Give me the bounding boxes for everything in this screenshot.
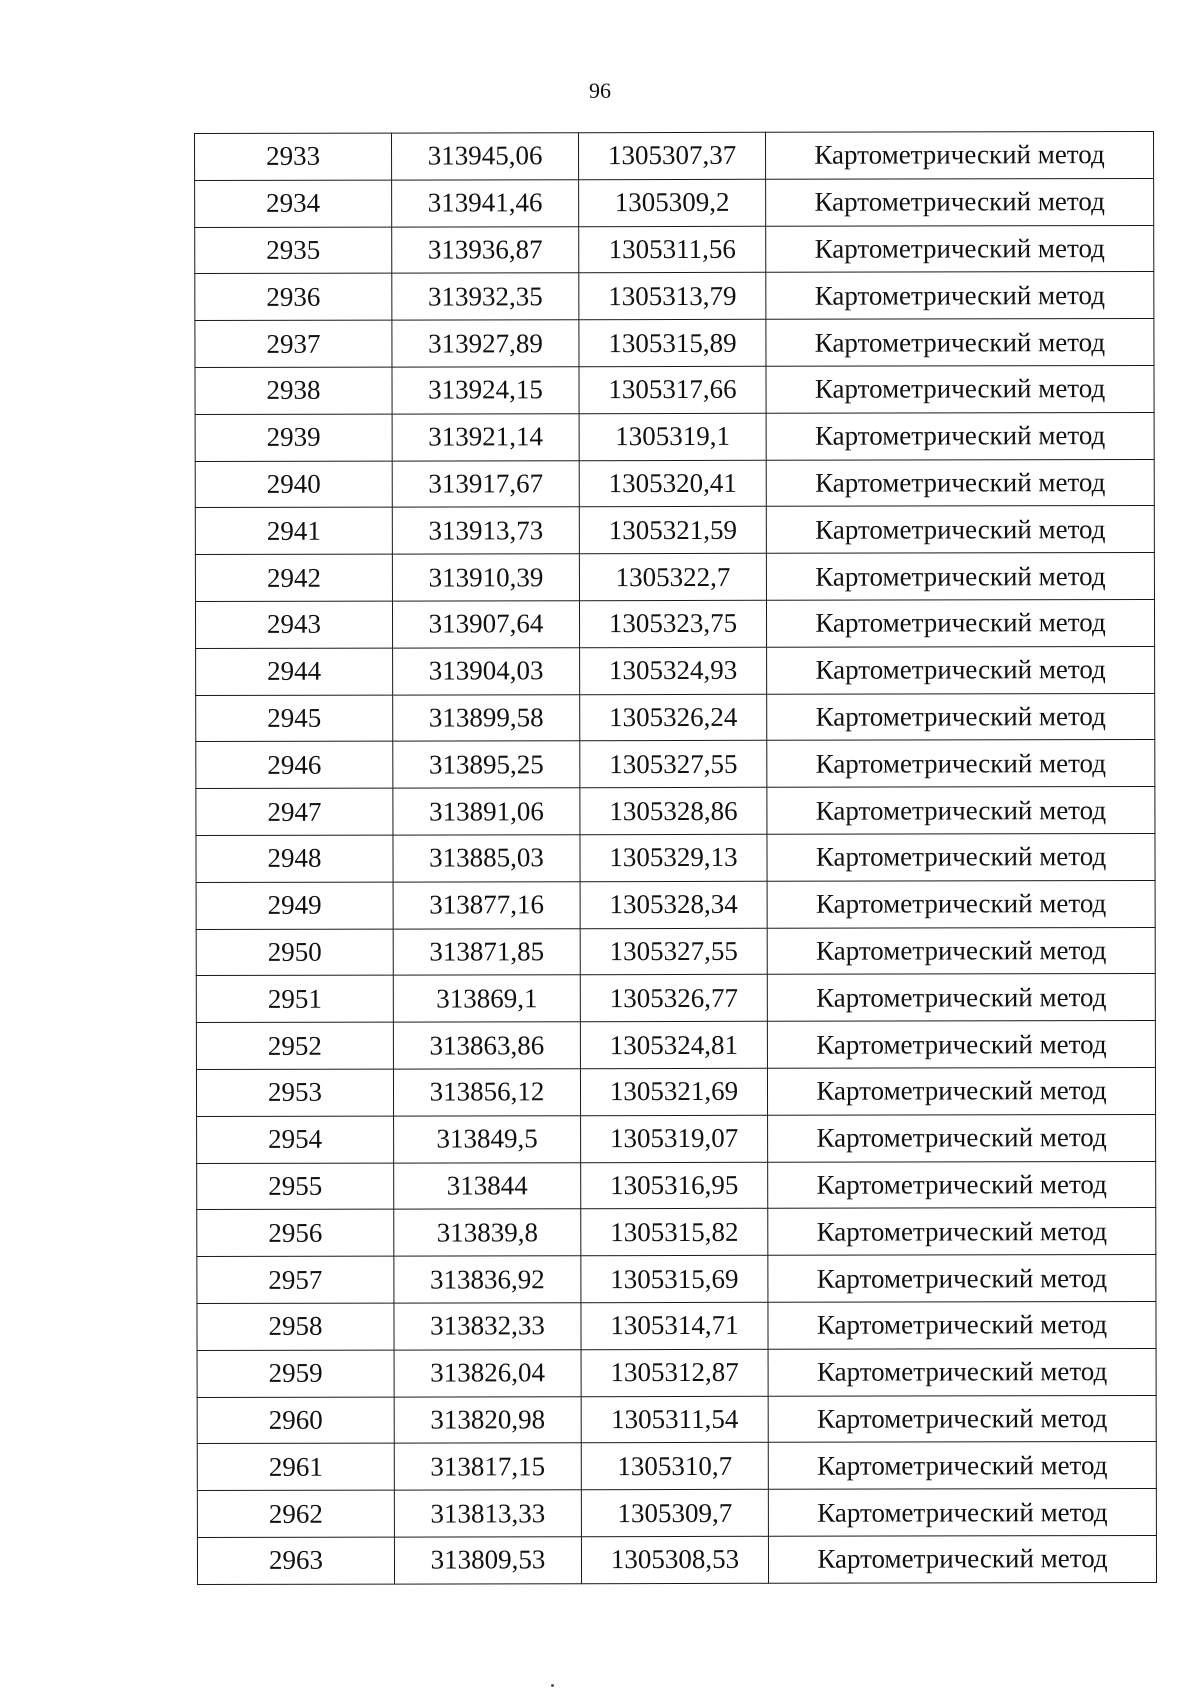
y-coordinate-cell: 1305311,56 <box>579 226 766 273</box>
table-row <box>197 1395 1156 1444</box>
method-cell: Картометрический метод <box>766 459 1154 507</box>
method-cell: Картометрический метод <box>766 178 1154 226</box>
point-number-cell: 2946 <box>196 741 393 788</box>
point-number-cell: 2959 <box>197 1350 394 1397</box>
scan-speck <box>551 1684 554 1687</box>
x-coordinate-cell: 313820,98 <box>394 1396 581 1443</box>
method-cell: Картометрический метод <box>768 1489 1156 1537</box>
point-number-cell: 2937 <box>195 320 392 367</box>
table-row <box>197 1489 1156 1538</box>
x-coordinate-cell: 313910,39 <box>392 554 579 601</box>
x-coordinate-cell: 313863,86 <box>393 1022 580 1069</box>
method-cell: Картометрический метод <box>767 1021 1155 1069</box>
x-coordinate-cell: 313927,89 <box>392 320 579 367</box>
x-coordinate-cell: 313817,15 <box>394 1443 581 1490</box>
point-number-cell: 2962 <box>197 1490 394 1537</box>
method-cell: Картометрический метод <box>767 833 1155 881</box>
method-cell: Картометрический метод <box>767 787 1155 835</box>
y-coordinate-cell: 1305320,41 <box>579 460 766 507</box>
table-row <box>195 365 1154 414</box>
y-coordinate-cell: 1305327,55 <box>580 741 767 788</box>
point-number-cell: 2954 <box>197 1116 394 1163</box>
point-number-cell: 2939 <box>195 414 392 461</box>
y-coordinate-cell: 1305312,87 <box>581 1349 768 1396</box>
page-number: 96 <box>589 78 611 103</box>
point-number-cell: 2955 <box>197 1163 394 1210</box>
point-number-cell: 2935 <box>195 227 392 274</box>
method-cell: Картометрический метод <box>766 412 1154 460</box>
y-coordinate-cell: 1305315,69 <box>581 1255 768 1302</box>
x-coordinate-cell: 313856,12 <box>393 1069 580 1116</box>
method-cell: Картометрический метод <box>768 1348 1156 1396</box>
y-coordinate-cell: 1305329,13 <box>580 834 767 881</box>
x-coordinate-cell: 313871,85 <box>393 928 580 975</box>
table-row <box>197 1161 1156 1210</box>
method-cell: Картометрический метод <box>767 927 1155 975</box>
point-number-cell: 2947 <box>196 788 393 835</box>
y-coordinate-cell: 1305308,53 <box>581 1536 768 1583</box>
y-coordinate-cell: 1305328,34 <box>580 881 767 928</box>
point-number-cell: 2945 <box>196 695 393 742</box>
method-cell: Картометрический метод <box>767 646 1155 694</box>
y-coordinate-cell: 1305315,82 <box>581 1209 768 1256</box>
x-coordinate-cell: 313945,06 <box>392 133 579 180</box>
table-row <box>196 646 1155 695</box>
x-coordinate-cell: 313832,33 <box>394 1303 581 1350</box>
point-number-cell: 2949 <box>196 882 393 929</box>
method-cell: Картометрический метод <box>767 880 1155 928</box>
table-row <box>195 178 1154 227</box>
y-coordinate-cell: 1305310,7 <box>581 1443 768 1490</box>
method-cell: Картометрический метод <box>766 225 1154 273</box>
point-number-cell: 2936 <box>195 273 392 320</box>
y-coordinate-cell: 1305322,7 <box>579 553 766 600</box>
x-coordinate-cell: 313849,5 <box>394 1115 581 1162</box>
table-row <box>195 459 1154 508</box>
method-cell: Картометрический метод <box>768 1114 1156 1162</box>
y-coordinate-cell: 1305316,95 <box>581 1162 768 1209</box>
table-row <box>195 131 1154 180</box>
table-row <box>197 1535 1156 1584</box>
y-coordinate-cell: 1305326,77 <box>580 975 767 1022</box>
x-coordinate-cell: 313877,16 <box>393 881 580 928</box>
method-cell: Картометрический метод <box>766 599 1154 647</box>
y-coordinate-cell: 1305319,07 <box>581 1115 768 1162</box>
table-row <box>197 1255 1156 1304</box>
x-coordinate-cell: 313913,73 <box>392 507 579 554</box>
method-cell: Картометрический метод <box>768 1535 1156 1583</box>
x-coordinate-cell: 313891,06 <box>393 788 580 835</box>
point-number-cell: 2950 <box>196 929 393 976</box>
x-coordinate-cell: 313813,33 <box>394 1490 581 1537</box>
point-number-cell: 2934 <box>195 180 392 227</box>
table-row <box>196 787 1155 836</box>
method-cell: Картометрический метод <box>768 1442 1156 1490</box>
method-cell: Картометрический метод <box>768 1208 1156 1256</box>
y-coordinate-cell: 1305328,86 <box>580 787 767 834</box>
point-number-cell: 2958 <box>197 1303 394 1350</box>
x-coordinate-cell: 313869,1 <box>393 975 580 1022</box>
method-cell: Картометрический метод <box>765 131 1153 179</box>
method-cell: Картометрический метод <box>768 1161 1156 1209</box>
x-coordinate-cell: 313836,92 <box>394 1256 581 1303</box>
table-row <box>196 1067 1155 1116</box>
method-cell: Картометрический метод <box>766 506 1154 554</box>
method-cell: Картометрический метод <box>766 553 1154 601</box>
y-coordinate-cell: 1305314,71 <box>581 1302 768 1349</box>
table-row <box>196 740 1155 789</box>
coordinates-table <box>194 131 1157 1585</box>
point-number-cell: 2940 <box>195 461 392 508</box>
table-row <box>195 319 1154 368</box>
point-number-cell: 2957 <box>197 1256 394 1303</box>
table-row <box>196 833 1155 882</box>
point-number-cell: 2942 <box>195 554 392 601</box>
y-coordinate-cell: 1305321,69 <box>580 1068 767 1115</box>
point-number-cell: 2948 <box>196 835 393 882</box>
x-coordinate-cell: 313904,03 <box>393 647 580 694</box>
table-body <box>195 131 1157 1584</box>
point-number-cell: 2952 <box>196 1022 393 1069</box>
x-coordinate-cell: 313826,04 <box>394 1349 581 1396</box>
point-number-cell: 2933 <box>195 133 392 180</box>
table-row <box>195 506 1154 555</box>
x-coordinate-cell: 313839,8 <box>394 1209 581 1256</box>
x-coordinate-cell: 313809,53 <box>394 1537 581 1584</box>
method-cell: Картометрический метод <box>766 319 1154 367</box>
point-number-cell: 2956 <box>197 1209 394 1256</box>
method-cell: Картометрический метод <box>767 740 1155 788</box>
y-coordinate-cell: 1305311,54 <box>581 1396 768 1443</box>
y-coordinate-cell: 1305323,75 <box>579 600 766 647</box>
y-coordinate-cell: 1305307,37 <box>579 132 766 179</box>
y-coordinate-cell: 1305321,59 <box>579 507 766 554</box>
table-row <box>196 693 1155 742</box>
x-coordinate-cell: 313936,87 <box>392 226 579 273</box>
x-coordinate-cell: 313907,64 <box>392 601 579 648</box>
table-row <box>196 880 1155 929</box>
table-row <box>197 1114 1156 1163</box>
y-coordinate-cell: 1305313,79 <box>579 273 766 320</box>
table-row <box>195 553 1154 602</box>
method-cell: Картометрический метод <box>767 1067 1155 1115</box>
y-coordinate-cell: 1305317,66 <box>579 366 766 413</box>
y-coordinate-cell: 1305326,24 <box>580 694 767 741</box>
point-number-cell: 2944 <box>196 648 393 695</box>
method-cell: Картометрический метод <box>768 1301 1156 1349</box>
y-coordinate-cell: 1305324,93 <box>580 647 767 694</box>
table-row <box>197 1442 1156 1491</box>
table-row <box>196 1021 1155 1070</box>
y-coordinate-cell: 1305324,81 <box>580 1021 767 1068</box>
y-coordinate-cell: 1305309,7 <box>581 1489 768 1536</box>
point-number-cell: 2951 <box>196 975 393 1022</box>
x-coordinate-cell: 313885,03 <box>393 835 580 882</box>
method-cell: Картометрический метод <box>766 365 1154 413</box>
x-coordinate-cell: 313924,15 <box>392 367 579 414</box>
x-coordinate-cell: 313932,35 <box>392 273 579 320</box>
table-row <box>196 927 1155 976</box>
x-coordinate-cell: 313899,58 <box>393 694 580 741</box>
method-cell: Картометрический метод <box>767 974 1155 1022</box>
point-number-cell: 2961 <box>197 1443 394 1490</box>
method-cell: Картометрический метод <box>767 693 1155 741</box>
x-coordinate-cell: 313921,14 <box>392 413 579 460</box>
point-number-cell: 2963 <box>197 1537 394 1584</box>
table-row <box>197 1348 1156 1397</box>
y-coordinate-cell: 1305327,55 <box>580 928 767 975</box>
y-coordinate-cell: 1305319,1 <box>579 413 766 460</box>
table-row <box>195 225 1154 274</box>
table-row <box>195 412 1154 461</box>
point-number-cell: 2941 <box>195 507 392 554</box>
point-number-cell: 2960 <box>197 1397 394 1444</box>
point-number-cell: 2938 <box>195 367 392 414</box>
table-row <box>196 974 1155 1023</box>
point-number-cell: 2953 <box>196 1069 393 1116</box>
x-coordinate-cell: 313941,46 <box>392 179 579 226</box>
method-cell: Картометрический метод <box>768 1255 1156 1303</box>
method-cell: Картометрический метод <box>768 1395 1156 1443</box>
x-coordinate-cell: 313917,67 <box>392 460 579 507</box>
table-row <box>197 1208 1156 1257</box>
x-coordinate-cell: 313895,25 <box>393 741 580 788</box>
x-coordinate-cell: 313844 <box>394 1162 581 1209</box>
y-coordinate-cell: 1305309,2 <box>579 179 766 226</box>
point-number-cell: 2943 <box>195 601 392 648</box>
table-row <box>195 599 1154 648</box>
table-row <box>197 1301 1156 1350</box>
y-coordinate-cell: 1305315,89 <box>579 319 766 366</box>
table-row <box>195 272 1154 321</box>
method-cell: Картометрический метод <box>766 272 1154 320</box>
